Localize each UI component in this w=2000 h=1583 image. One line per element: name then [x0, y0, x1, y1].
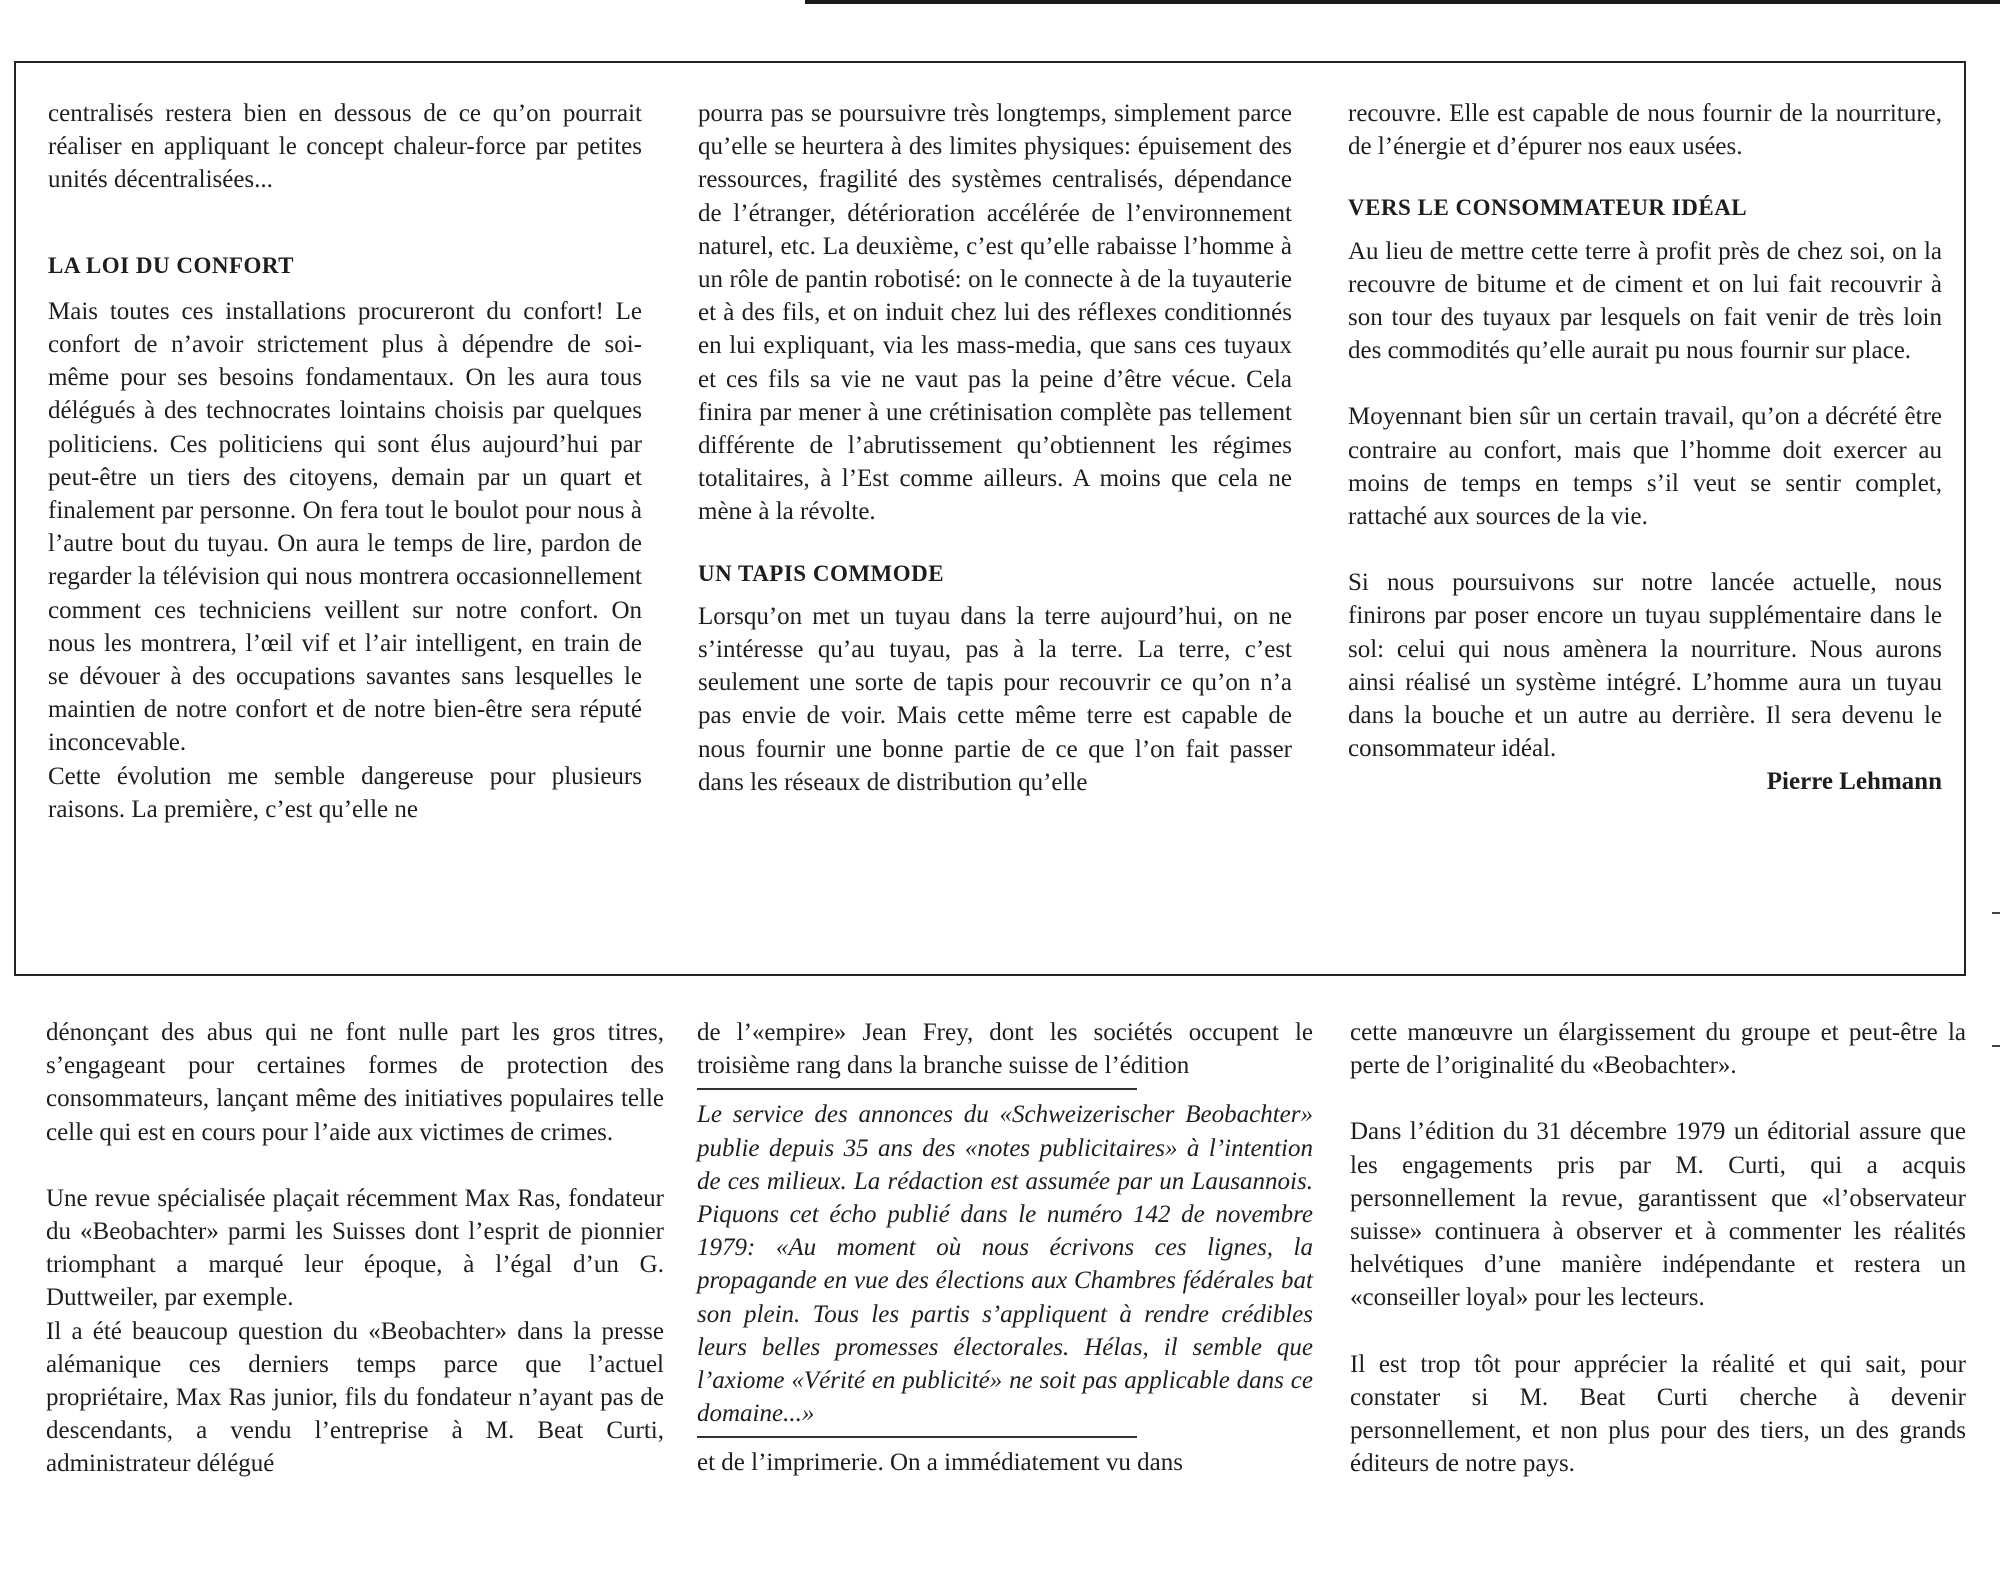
- lower-column-2: [697, 1016, 1313, 1480]
- margin-mark: [1992, 912, 2000, 914]
- paragraph: Si nous poursuivons sur notre lancée actuelle, nous finirons par poser encore un tuyau supplémentaire dans le sol: celui qui nous amènera la nourriture. Nous aurons ainsi réalisé un système intégré. L’homme aura un tuyau dans la bouche et un autre au derrière. Il sera devenu le consommateur idéal.: [1348, 569, 1942, 763]
- box-column-2: [698, 97, 1292, 799]
- paragraph: Dans l’édition du 31 décembre 1979 un éditorial assure que les engagements pris par M. Curti, qui a acquis personnellement la revue, garantissent que «l’observateur suisse» continuera à observer et à commenter les réalités helvétiques d’une manière indépendante et restera un «conseiller loyal» pour les lecteurs.: [1350, 1118, 1966, 1312]
- quote-rule-top: [697, 1088, 1137, 1090]
- paragraph: de l’«empire» Jean Frey, dont les sociétés occupent le troisième rang dans la branche suisse de l’édition: [697, 1019, 1313, 1080]
- paragraph: Une revue spécialisée plaçait récemment Max Ras, fondateur du «Beobachter» parmi les Suisses dont l’esprit de pionnier triomphant a marqué leur époque, à l’égal d’un G. Duttweiler, par exemple.: [46, 1184, 664, 1312]
- paragraph: Cette évolution me semble dangereuse pour plusieurs raisons. La première, c’est qu’elle ne: [48, 762, 642, 823]
- lower-column-3: [1350, 1016, 1966, 1480]
- section-heading: LA LOI DU CONFORT: [48, 252, 295, 278]
- quote-rule-bottom: [697, 1436, 1137, 1438]
- box-column-3: [1348, 97, 1942, 799]
- paragraph: dénonçant des abus qui ne font nulle part les gros titres, s’engageant pour certaines formes de protection des consommateurs, lançant même des initiatives populaires telle celle qui est en cours pour l’aide aux victimes de crimes.: [46, 1019, 664, 1146]
- section-heading: UN TAPIS COMMODE: [698, 560, 945, 586]
- paragraph: Au lieu de mettre cette terre à profit près de chez soi, on la recouvre de bitume et de ciment et on lui fait recouvrir à son tour des tuyaux par lesquels on fait venir de très loin des commodités qu’elle aurait pu nous fournir sur place.: [1348, 237, 1942, 365]
- italic-quote: Le service des annonces du «Schweizerischer Beobachter» publie depuis 35 ans des «notes publicitaires» à l’intention de ces milieux. La rédaction est assumée par un Lausannois. Piquons cet écho publié dans le numéro 142 de novembre 1979: «Au moment où nous écrivons ces lignes, la propagande en vue des élections aux Chambres fédérales bat son plein. Tous les partis s’appliquent à rendre crédibles leurs belles promesses électorales. Hélas, il semble que l’axiome «Vérité en publicité» ne soit pas applicable dans ce domaine...»: [697, 1101, 1313, 1428]
- paragraph: Moyennant bien sûr un certain travail, qu’on a décrété être contraire au confort, mais que l’homme doit exercer au moins de temps en temps s’il veut se sentir complet, rattaché aux sources de la vie.: [1348, 403, 1942, 531]
- paragraph: cette manœuvre un élargissement du groupe et peut-être la perte de l’originalité du «Beobachter».: [1350, 1019, 1966, 1080]
- lower-column-1: [46, 1016, 664, 1481]
- paragraph: recouvre. Elle est capable de nous fournir de la nourriture, de l’énergie et d’épurer nos eaux usées.: [1348, 100, 1942, 161]
- paragraph: pourra pas se poursuivre très longtemps, simplement parce qu’elle se heurtera à des limites physiques: épuisement des ressources, fragilité des systèmes centralisés, dépendance de l’étranger, détérioration accélérée de l’environnement naturel, etc. La deuxième, c’est qu’elle rabaisse l’homme à un rôle de pantin robotisé: on le connecte à de la tuyauterie et à des fils, et on induit chez lui des réflexes conditionnés en lui expliquant, via les mass-media, que sans ces tuyaux et ces fils sa vie ne vaut pas la peine d’être vécue. Cela finira par mener à une crétinisation complète pas tellement différente de l’abrutissement qu’obtiennent les régimes totalitaires, à l’Est comme ailleurs. A moins que cela ne mène à la révolte.: [698, 100, 1292, 526]
- paragraph: Lorsqu’on met un tuyau dans la terre aujourd’hui, on ne s’intéresse qu’au tuyau, pas à la terre. La terre, c’est seulement une sorte de tapis pour recouvrir ce qu’on n’a pas envie de voir. Mais cette même terre est capable de nous fournir une bonne partie de ce que l’on fait passer dans les réseaux de distribution qu’elle: [698, 602, 1292, 796]
- author-signature: Pierre Lehmann: [1766, 768, 1942, 796]
- paragraph: Il a été beaucoup question du «Beobachter» dans la presse alémanique ces derniers temps parce que l’actuel propriétaire, Max Ras junior, fils du fondateur n’ayant pas de descendants, a vendu l’entreprise à M. Beat Curti, administrateur délégué: [46, 1317, 664, 1478]
- top-rule: [805, 0, 2000, 4]
- paragraph: Il est trop tôt pour apprécier la réalité et qui sait, pour constater si M. Beat Curti cherche à devenir personnellement, et non plus pour des tiers, un des grands éditeurs de notre pays.: [1350, 1350, 1966, 1478]
- box-column-1: [48, 97, 642, 826]
- paragraph: Mais toutes ces installations procureront du confort! Le confort de n’avoir strictement plus à dépendre de soi-même pour ses besoins fondamentaux. On les aura tous délégués à des technocrates lointains choisis par quelques politiciens. Ces politiciens qui sont élus aujourd’hui par peut-être un tiers des citoyens, demain par un quart et finalement par personne. On fera tout le boulot pour nous à l’autre bout du tuyau. On aura le temps de lire, pardon de regarder la télévision qui nous montrera occasionnellement comment ces techniciens veillent sur notre confort. On nous les montrera, l’œil vif et l’air intelligent, en train de se dévouer à des occupations savantes sans lesquelles le maintien de notre confort et de notre bien-être sera réputé inconcevable.: [48, 297, 642, 757]
- article-box: [14, 61, 1966, 976]
- paragraph: centralisés restera bien en dessous de ce qu’on pourrait réaliser en appliquant le concept chaleur-force par petites unités décentralisées...: [48, 100, 642, 194]
- margin-mark: [1992, 1045, 2000, 1047]
- paragraph: et de l’imprimerie. On a immédiatement vu dans: [697, 1449, 1183, 1477]
- section-heading: VERS LE CONSOMMATEUR IDÉAL: [1348, 195, 1748, 221]
